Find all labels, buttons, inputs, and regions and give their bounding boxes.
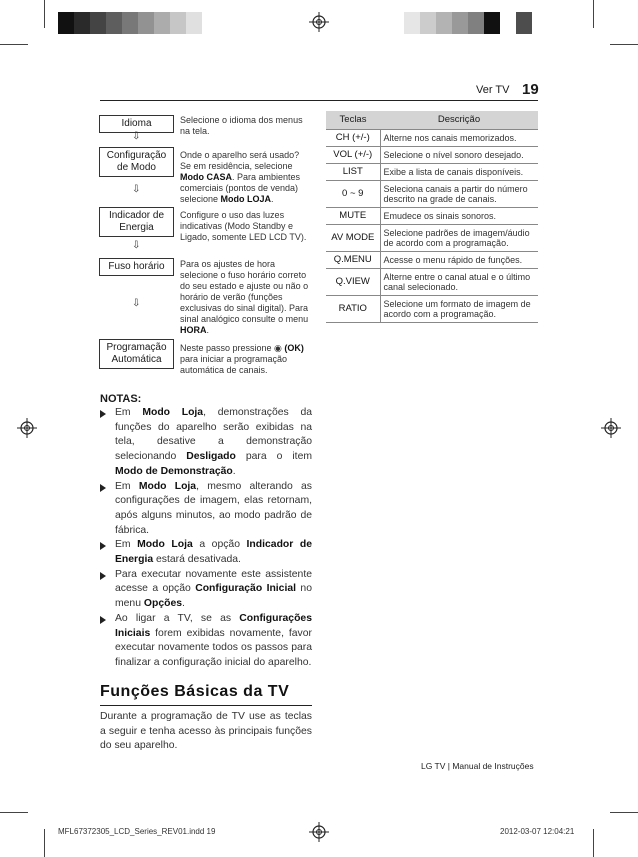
emphasis-text: (OK) — [284, 343, 304, 353]
color-swatch — [74, 12, 90, 34]
section-body: Durante a programação de TV use as teclas a seguir e tenha acesso às principais funções do seu aparelho. — [100, 711, 312, 752]
table-row — [326, 207, 538, 224]
color-swatch — [58, 12, 74, 34]
text-run: Em — [115, 480, 139, 492]
notes-list — [100, 406, 312, 671]
color-swatch — [138, 12, 154, 34]
crop-mark-bottom-left-v — [44, 829, 45, 857]
bullet-triangle-icon — [100, 616, 106, 624]
text-run: . — [182, 598, 185, 610]
color-swatch — [452, 12, 468, 34]
crop-mark-top-right-v — [593, 0, 594, 28]
flow-desc-fuso-horario — [180, 259, 312, 336]
text-run: a opção — [192, 539, 247, 551]
flow-step-indicador-de-energia: Indicador de Energia — [99, 207, 174, 237]
color-swatch — [436, 12, 452, 34]
description-cell: Alterne nos canais memorizados. — [380, 129, 538, 146]
color-bar-left — [58, 12, 202, 34]
bullet-triangle-icon — [100, 542, 106, 550]
crop-mark-bottom-right-v — [593, 829, 594, 857]
text-run: , demonstrações da funções do aparelho serão exibidas na tela, desative a demonstração selecionando — [115, 407, 313, 463]
emphasis-text: Modo de Demonstração — [115, 465, 233, 477]
table-row — [326, 251, 538, 268]
table-row — [326, 180, 538, 207]
text-run: Para executar novamente este assistente acesse a opção — [115, 568, 312, 595]
description-cell: Selecione o nível sonoro desejado. — [380, 146, 538, 163]
emphasis-text: Modo LOJA — [220, 194, 272, 204]
table-row — [326, 224, 538, 251]
table-row — [326, 295, 538, 322]
color-swatch — [484, 12, 500, 34]
key-cell: MUTE — [326, 207, 380, 224]
list-item — [100, 538, 312, 567]
page-footer: LG TV | Manual de Instruções — [421, 761, 534, 771]
table-row — [326, 129, 538, 146]
arrow-down-icon: ⇩ — [132, 298, 141, 309]
bullet-triangle-icon — [100, 572, 106, 580]
text-run: . Para ambientes comerciais (pontos de venda) selecione — [180, 172, 301, 204]
text-run: Em — [115, 539, 138, 551]
key-cell: 0 ~ 9 — [326, 180, 380, 207]
flow-step-configuracao-de-modo: Configuração de Modo — [99, 147, 174, 177]
color-swatch — [516, 12, 532, 34]
flow-desc-configuracao-de-modo — [180, 150, 312, 205]
bullet-triangle-icon — [100, 484, 106, 492]
key-cell: CH (+/-) — [326, 129, 380, 146]
table-row — [326, 146, 538, 163]
list-item — [100, 480, 312, 539]
flow-desc-idioma — [180, 115, 312, 137]
page-number: 19 — [522, 81, 539, 98]
color-swatch — [154, 12, 170, 34]
column-header-descricao: Descrição — [380, 111, 538, 129]
color-swatch — [106, 12, 122, 34]
crop-mark-bottom-left-h — [0, 812, 28, 813]
list-item — [100, 568, 312, 612]
emphasis-text: Modo Loja — [142, 407, 204, 418]
text-run: Neste passo pressione ◉ — [180, 343, 285, 353]
list-item — [100, 406, 312, 480]
description-cell: Seleciona canais a partir do número descrito na grade de canais. — [380, 180, 538, 207]
text-run: para iniciar a programação automática de canais. — [180, 354, 288, 375]
flow-desc-programacao-automatica — [180, 343, 312, 376]
key-cell: VOL (+/-) — [326, 146, 380, 163]
flow-step-programacao-automatica: Programação Automática — [99, 339, 174, 369]
arrow-down-icon: ⇩ — [132, 131, 141, 142]
key-cell: RATIO — [326, 295, 380, 322]
table-row — [326, 268, 538, 295]
key-cell: AV MODE — [326, 224, 380, 251]
slug-filename: MFL67372305_LCD_Series_REV01.indd 19 — [58, 827, 216, 836]
keys-table — [326, 111, 538, 323]
emphasis-text: HORA — [180, 325, 207, 335]
description-cell: Acesse o menu rápido de funções. — [380, 251, 538, 268]
header-rule — [100, 100, 538, 101]
registration-mark-icon — [309, 12, 329, 32]
text-run: . — [206, 325, 210, 335]
flow-step-fuso-horario: Fuso horário — [99, 258, 174, 276]
text-run: Para os ajustes de hora selecione o fuso horário correto do seu estado e ajuste ou não o horário de verão (funções exclusivas do sinal digital). Para sinal analógico consulte o menu — [180, 259, 309, 324]
color-swatch — [420, 12, 436, 34]
text-run: Onde o aparelho será usado? Se em residência, selecione — [180, 150, 300, 171]
color-swatch — [186, 12, 202, 34]
registration-mark-icon — [17, 418, 37, 438]
description-cell: Selecione um formato de imagem de acordo com a programação. — [380, 295, 538, 322]
color-swatch — [388, 12, 404, 34]
text-run: estará desativada. — [153, 554, 241, 566]
description-cell: Exibe a lista de canais disponíveis. — [380, 163, 538, 180]
section-rule — [100, 705, 312, 706]
emphasis-text: Modo CASA — [180, 172, 232, 182]
crop-mark-bottom-right-h — [610, 812, 638, 813]
description-cell: Emudece os sinais sonoros. — [380, 207, 538, 224]
crop-mark-top-left-h — [0, 44, 28, 45]
description-cell: Selecione padrões de imagem/áudio de acordo com a programação. — [380, 224, 538, 251]
arrow-down-icon: ⇩ — [132, 240, 141, 251]
emphasis-text: Configurações Iniciais — [115, 612, 312, 639]
color-swatch — [404, 12, 420, 34]
emphasis-text: Desligado — [186, 451, 236, 463]
text-run: Configure o uso das luzes indicativas (Modo Standby e Ligado, somente LED LCD TV). — [180, 210, 307, 242]
text-run: Selecione o idioma dos menus na tela. — [180, 115, 303, 136]
key-cell: Q.VIEW — [326, 268, 380, 295]
color-swatch — [170, 12, 186, 34]
registration-mark-icon — [601, 418, 621, 438]
arrow-down-icon: ⇩ — [132, 184, 141, 195]
registration-mark-icon — [309, 822, 329, 842]
emphasis-text: Indicador de Energia — [115, 539, 312, 566]
text-run: no menu — [115, 583, 312, 610]
key-cell: LIST — [326, 163, 380, 180]
slug-timestamp: 2012-03-07 12:04:21 — [500, 827, 575, 836]
color-swatch — [500, 12, 516, 34]
section-header: Ver TV — [476, 84, 510, 96]
color-swatch — [468, 12, 484, 34]
emphasis-text: Modo Loja — [138, 480, 197, 492]
crop-mark-top-left-v — [44, 0, 45, 28]
text-run: Em — [115, 407, 143, 418]
text-run: forem exibidas novamente, favor executar novamente todos os passos para finalizar a configuração inicial do aparelho. — [115, 627, 312, 668]
text-run: . — [271, 194, 274, 204]
text-run: . — [232, 465, 236, 477]
emphasis-text: Configuração Inicial — [195, 583, 297, 595]
color-swatch — [90, 12, 106, 34]
notes-title: NOTAS: — [100, 393, 142, 405]
crop-mark-top-right-h — [610, 44, 638, 45]
column-header-teclas: Teclas — [326, 111, 380, 129]
text-run: , mesmo alterando as configurações de imagem, elas retornam, após alguns minutos, ao modo padrão de fábrica. — [115, 480, 312, 536]
flow-desc-indicador-de-energia — [180, 210, 312, 243]
list-item — [100, 612, 312, 671]
emphasis-text: Modo Loja — [137, 539, 193, 551]
text-run: para o item — [235, 451, 312, 463]
color-swatch — [122, 12, 138, 34]
emphasis-text: Opções — [143, 598, 183, 610]
color-bar-right — [388, 12, 532, 34]
text-run: Ao ligar a TV, se as — [115, 612, 240, 624]
flow-step-idioma: Idioma — [99, 115, 174, 133]
bullet-triangle-icon — [100, 410, 106, 418]
key-cell: Q.MENU — [326, 251, 380, 268]
table-row — [326, 163, 538, 180]
section-title: Funções Básicas da TV — [100, 683, 290, 700]
description-cell: Alterne entre o canal atual e o último canal selecionado. — [380, 268, 538, 295]
